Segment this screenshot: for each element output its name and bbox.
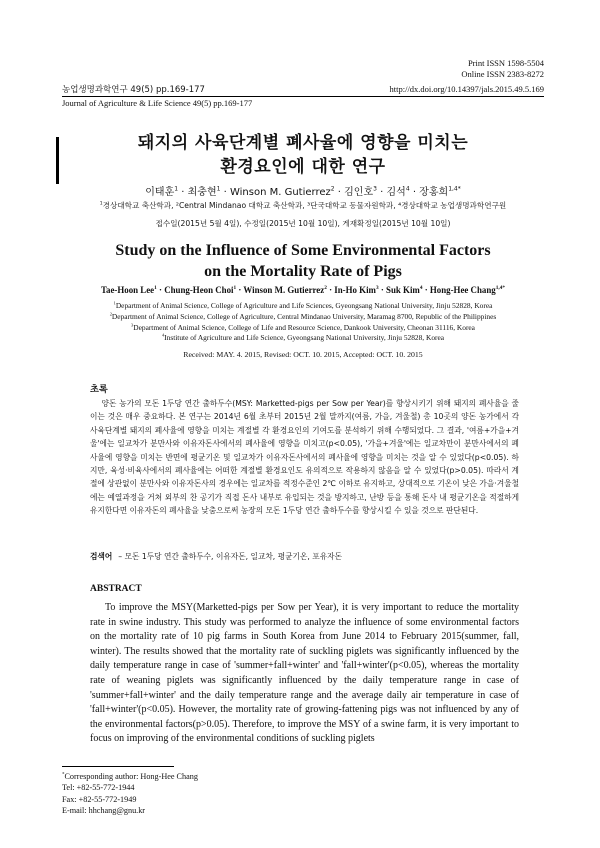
affiliation-en-4: $^4$Institute of Agriculture and Life Science, Gyeongsang National University, Jinju 52828, Korea	[161, 332, 445, 343]
corresponding-author: *Corresponding author: Hong-Hee Chang	[62, 772, 198, 781]
keywords-ko	[90, 551, 519, 562]
affiliation-en-2: $^2$Department of Animal Science, College of Agriculture, Central Mindanao University, Maramag 8700, Republic of the Philippines	[109, 311, 497, 321]
keywords-label: 검색어	[90, 552, 113, 561]
dates-ko: 접수일(2015년 5월 4일), 수정일(2015년 10월 10일), 게재확정일(2015년 10월 10일)	[155, 219, 451, 228]
authors-en: Tae-Hoon Lee$^1$ · Chung-Heon Choi$^1$ · Winson M. Gutierrez$^2$ · In-Ho Kim$^3$ · Suk Kim$^4$ · Hong-Hee Chang$^{1,4*}$	[100, 285, 506, 295]
affiliation-en-1: $^1$Department of Animal Science, College of Agriculture and Life Sciences, Gyeongsang National University, Jinju 52828, Korea	[113, 300, 493, 310]
journal-citation-ko: 농업생명과학연구 49(5) pp.169-177	[62, 85, 205, 95]
online-issn: Online ISSN 2383-8272	[461, 69, 544, 79]
title-ko-line2: 환경요인에 대한 연구	[220, 157, 386, 177]
authors-ko: 이태훈$^1$ · 최충현$^1$ · Winson M. Gutierrez$^2$ · 김인호$^3$ · 김석$^4$ · 장홍희$^{1,4*}$	[145, 185, 461, 198]
journal-citation-en: Journal of Agriculture & Life Science 49(5) pp.169-177	[62, 98, 253, 108]
abstract-ko-heading: 초록	[90, 384, 108, 395]
affiliations-en	[62, 301, 544, 344]
keywords-text: – 모돈 1두당 연간 출하두수, 이유자돈, 일교차, 평균기온, 포유자돈	[118, 552, 342, 561]
journal-header	[62, 84, 544, 96]
footnote-rule	[62, 766, 174, 767]
issn-block	[461, 58, 544, 80]
abstract-en-text: To improve the MSY(Marketted-pigs per Sow per Year), it is very important to reduce the mortality rate in swine industry. This study was performed to analyze the influence of some environmental factors on the mortality rate of 10 pig farms in South Korea from June 2014 to February 2015(summer, fall, winter). The results showed that the mortality rate of suckling piglets was significantly influenced by the daily temperature range in case of 'summer+fall+winter' and 'fall+winter'(p<0.05), whereas the mortality rate of weaning piglets was significantly influenced by the daily temperature range in case of 'summer+fall+winter' and the daily temperature range and the average daily air temperature in case of 'fall+winter'(p<0.05). However, the mortality rate of growing-fattening pigs was not influenced by any of the environmental factors(p>0.05). Therefore, to improve the MSY of a swine farm, it is very important to focus on improving of the environmental conditions of suckling piglets	[90, 602, 519, 745]
affiliations-ko: $^1$경상대학교 축산학과, ²Central Mindanao 대학교 축산학과, ³단국대학교 동물자원학과, ⁴경상대학교 농업생명과학연구원	[99, 201, 507, 210]
title-en-line1: Study on the Influence of Some Environmental Factors	[115, 242, 491, 259]
abstract-en-heading: ABSTRACT	[90, 584, 142, 594]
doi-link[interactable]: http://dx.doi.org/10.14397/jals.2015.49.5.169	[389, 84, 544, 94]
dates-en: Received: MAY. 4. 2015, Revised: OCT. 10. 2015, Accepted: OCT. 10. 2015	[183, 350, 423, 359]
abstract-ko-text: 양돈 농가의 모돈 1두당 연간 출하두수(MSY: Marketted-pigs per Sow per Year)를 향상시키기 위해 돼지의 폐사율을 줄이는 것은 매우 중요하다. 본 연구는 2014년 6월 초부터 2015년 2월 말까지(여름, 가을, 겨울철) 총 10곳의 양돈 농가에서 각 사육단계별 돼지의 폐사율에 영향을 미치는 계절별 각 환경요인의 기여도를 분석하기 위해 수행되었다. 그 결과, '여름+가을+겨울'에는 일교차가 분만사와 이유자돈사에서의 폐사율에 영향을 미치고(p<0.05), '가을+겨울'에는 일교차만이 분만사에서의 폐사율에 영향을 미치는 반면에 평균기온 및 일교차가 이유자돈사에서의 폐사율에 영향을 미치는 것을 알 수 있었다(p<0.05). 하지만, 육성·비육사에서의 폐사율에는 어떠한 계절별 환경요인도 유의적으로 작용하지 않음을 알 수 있었다(p>0.05). 따라서 계절에 상관없이 분만사와 이유자돈사의 경우에는 일교차를 적정수준인 2℃ 이하로 유지하고, 상대적으로 기온이 낮은 가을·겨울철에는 예열과정을 거쳐 외부의 찬 공기가 직접 돈사 내부로 유입되는 것을 방지하고, 난방 등을 통해 돈사 내 평균기온을 적절하게 유지한다면 이유자돈의 폐사율을 낮춤으로써 농장의 모돈 1두당 연간 출하두수를 향상시킬 수 있을 것으로 판단된다.	[90, 399, 519, 516]
header-rule	[62, 96, 544, 97]
title-side-bar	[56, 137, 59, 184]
footnote-email[interactable]: E-mail: hhchang@gnu.kr	[62, 806, 146, 816]
footnote-fax: Fax: +82-55-772-1949	[62, 794, 137, 804]
title-ko-line1: 돼지의 사육단계별 폐사율에 영향을 미치는	[137, 133, 469, 153]
title-en-line2: on the Mortality Rate of Pigs	[204, 263, 402, 280]
footnote	[62, 771, 198, 817]
title-en	[62, 240, 544, 282]
footnote-tel: Tel: +82-55-772-1944	[62, 783, 135, 793]
print-issn: Print ISSN 1598-5504	[467, 58, 544, 68]
affiliation-en-3: $^3$Department of Animal Science, College of Life and Resource Science, Dankook University, Cheonan 31116, Korea	[131, 322, 475, 332]
